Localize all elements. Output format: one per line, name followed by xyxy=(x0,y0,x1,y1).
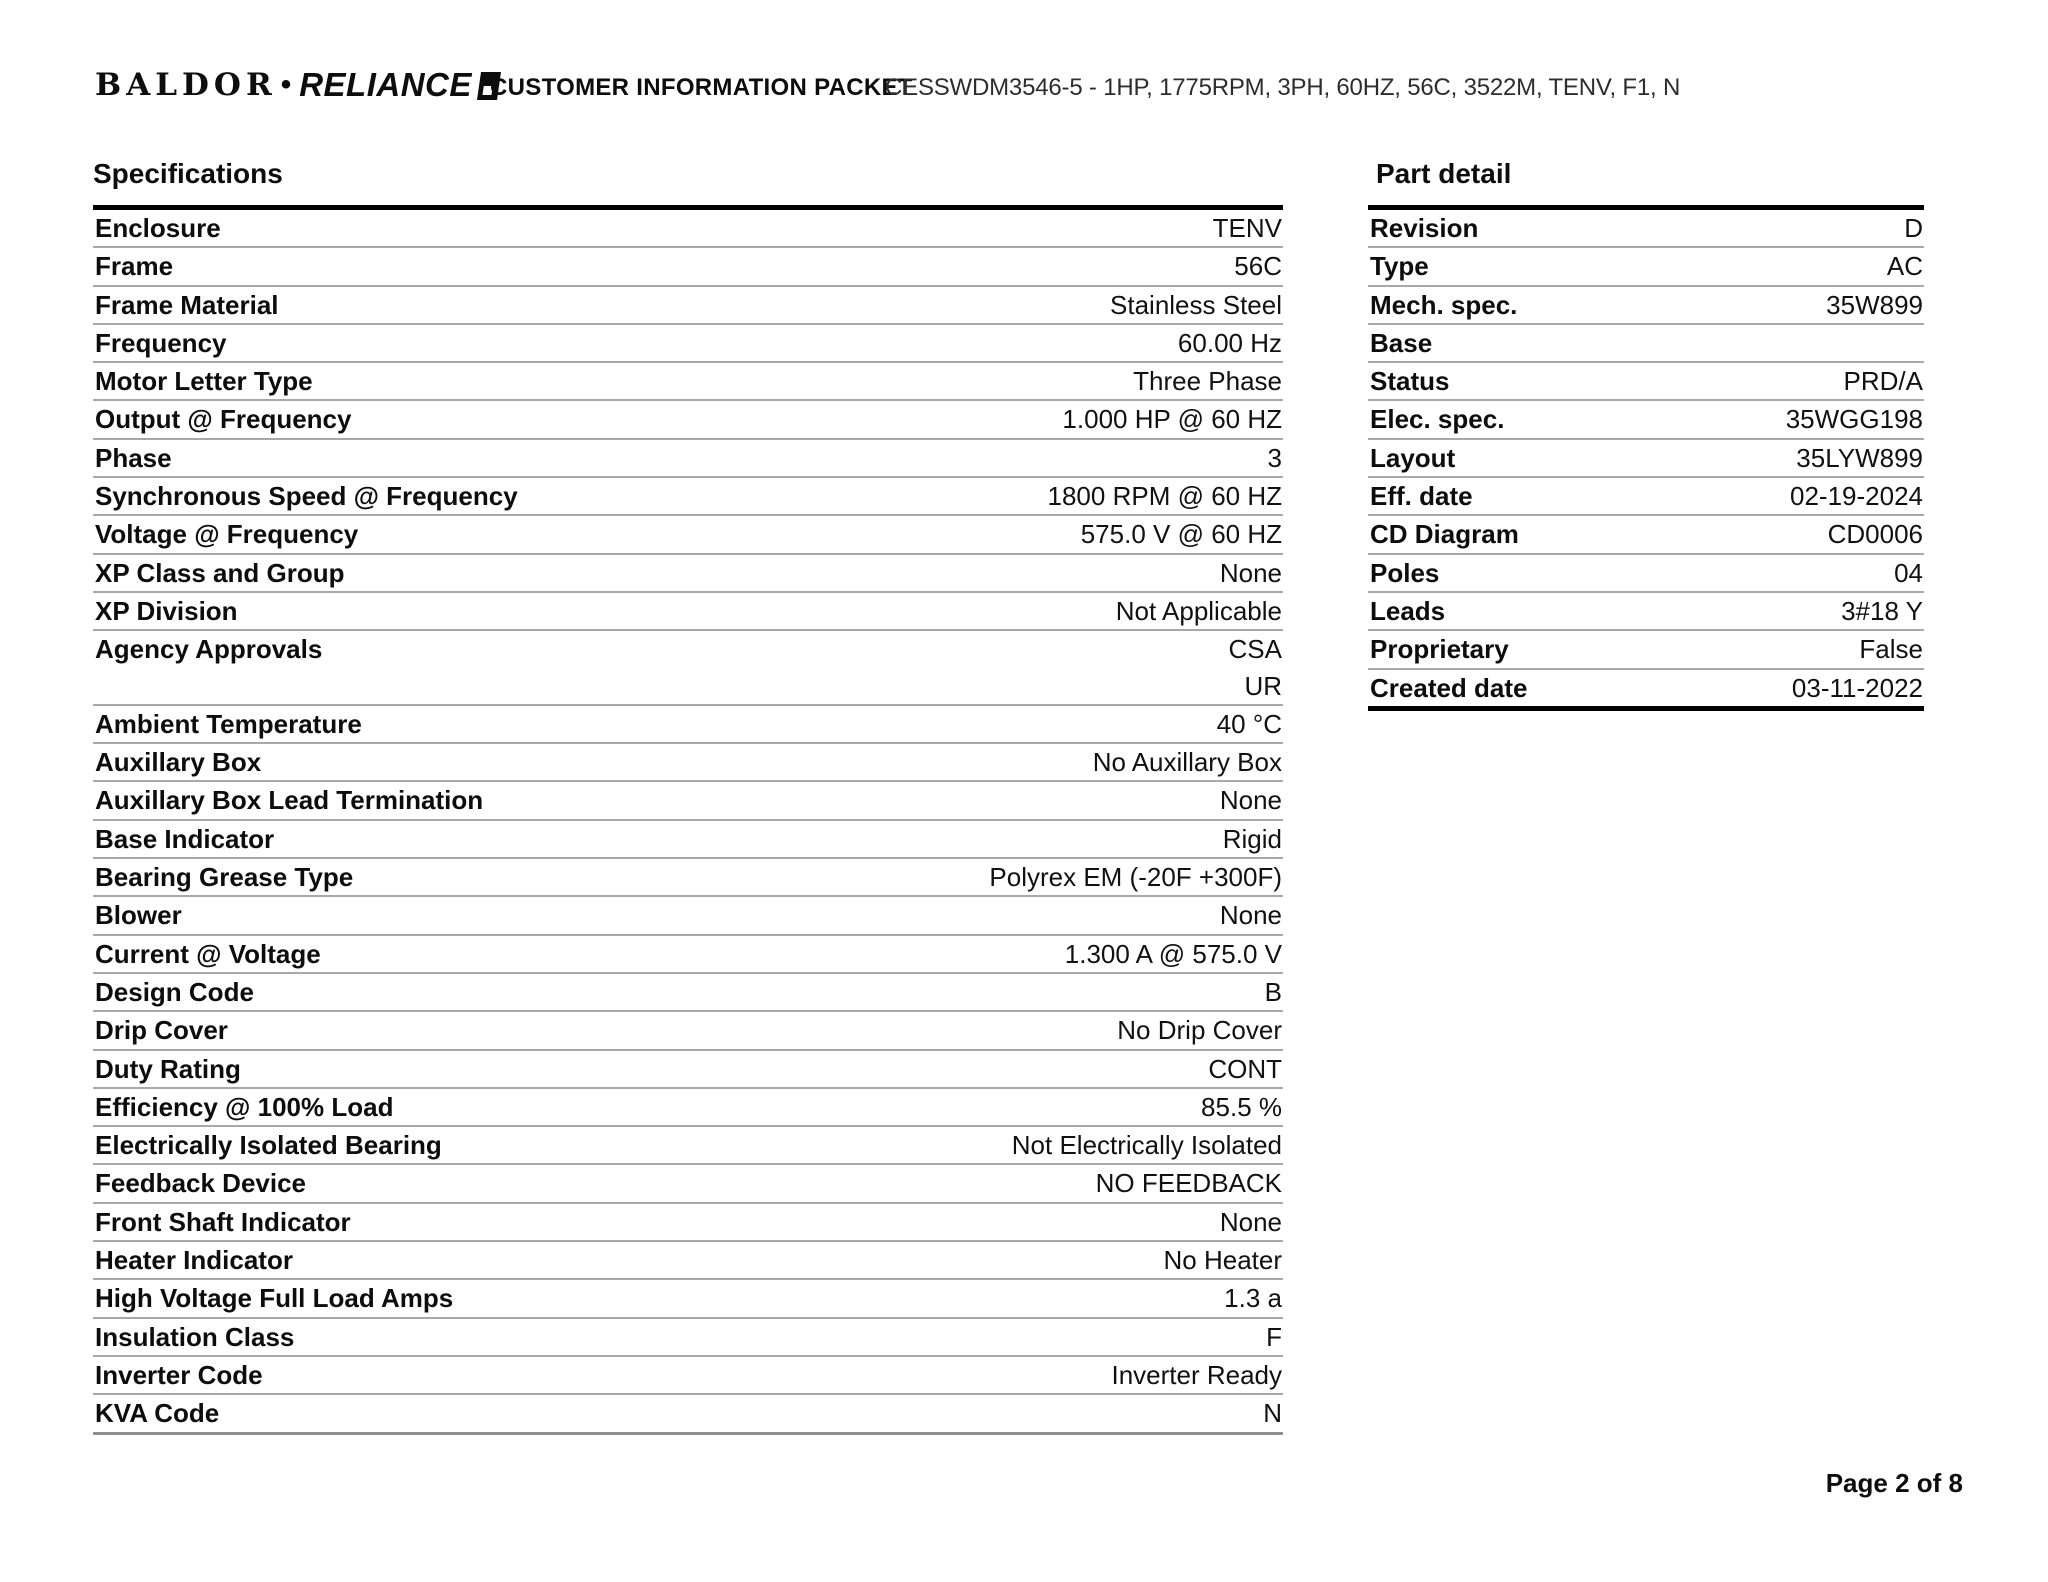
spec-row-label: Electrically Isolated Bearing xyxy=(95,1130,442,1161)
spec-row-value: 1800 RPM @ 60 HZ xyxy=(1047,481,1282,512)
part-detail-row-label: Base xyxy=(1370,327,1433,358)
spec-row-value: TENV xyxy=(1212,213,1282,243)
part-detail-row-label: Layout xyxy=(1370,442,1456,473)
spec-row-value: None xyxy=(1219,785,1282,816)
spec-row-value: 575.0 V @ 60 HZ xyxy=(1080,519,1282,550)
spec-row-value: 1.000 HP @ 60 HZ xyxy=(1062,404,1282,435)
spec-row-label: Synchronous Speed @ Frequency xyxy=(95,481,518,512)
spec-row-label: Frame xyxy=(95,251,174,282)
part-detail-row xyxy=(1368,631,1924,669)
spec-row-value: Not Electrically Isolated xyxy=(1011,1130,1282,1161)
spec-table-row xyxy=(93,1319,1283,1357)
spec-row-value: Inverter Ready xyxy=(1111,1359,1282,1390)
spec-row-label: Ambient Temperature xyxy=(95,708,362,739)
document-title: CUSTOMER INFORMATION PACKET xyxy=(490,74,913,101)
part-detail-table xyxy=(1368,205,1924,711)
page-indicator: Page 2 of 8 xyxy=(1825,1468,1963,1498)
spec-row-label: Heater Indicator xyxy=(95,1245,293,1276)
specifications-title: Specifications xyxy=(93,158,283,189)
part-detail-row xyxy=(1368,478,1924,516)
spec-row-label: Feedback Device xyxy=(95,1168,307,1199)
spec-table-row xyxy=(93,821,1283,859)
spec-table-row xyxy=(93,555,1283,593)
part-detail-row-label: Elec. spec. xyxy=(1370,404,1505,435)
spec-table-row xyxy=(93,1357,1283,1395)
spec-row-label: XP Division xyxy=(95,595,238,626)
part-detail-row-label: Leads xyxy=(1370,595,1446,626)
spec-row-value: Not Applicable xyxy=(1115,595,1282,626)
spec-row-label: Duty Rating xyxy=(95,1053,241,1084)
spec-row-value: 85.5 % xyxy=(1201,1091,1282,1122)
spec-table-row xyxy=(93,897,1283,935)
spec-table-row xyxy=(93,1051,1283,1089)
spec-row-value: Rigid xyxy=(1222,823,1282,854)
part-detail-row xyxy=(1368,555,1924,593)
part-detail-row xyxy=(1368,516,1924,554)
part-detail-row xyxy=(1368,440,1924,478)
spec-row-label: Output @ Frequency xyxy=(95,404,352,435)
spec-row-value: 40 °C xyxy=(1216,708,1282,739)
part-detail-row-label: Poles xyxy=(1370,557,1440,588)
part-detail-row-value: 35W899 xyxy=(1826,289,1923,320)
logo-baldor-text: BALDOR xyxy=(95,67,277,103)
spec-table-row xyxy=(93,744,1283,782)
spec-row-value: No Drip Cover xyxy=(1117,1015,1282,1046)
product-code: CESSWDM3546-5 - 1HP, 1775RPM, 3PH, 60HZ, 56C, 3522M, TENV, F1, N xyxy=(885,74,1681,101)
spec-table-row xyxy=(93,210,1283,248)
part-detail-row xyxy=(1368,210,1924,248)
spec-table-row xyxy=(93,1242,1283,1280)
spec-table-row xyxy=(93,859,1283,897)
part-detail-row-value: 35LYW899 xyxy=(1796,442,1923,473)
spec-row-label: Bearing Grease Type xyxy=(95,862,354,893)
part-detail-row-value: CD0006 xyxy=(1827,519,1923,550)
baldor-reliance-logo xyxy=(95,66,501,104)
spec-table-row xyxy=(93,478,1283,516)
spec-row-value: Three Phase xyxy=(1133,366,1282,397)
spec-table-row xyxy=(93,1204,1283,1242)
spec-table-row xyxy=(93,1280,1283,1318)
part-detail-row-value: PRD/A xyxy=(1843,366,1923,397)
spec-row-value: No Heater xyxy=(1163,1245,1282,1276)
spec-table-row xyxy=(93,248,1283,286)
spec-row-label: Front Shaft Indicator xyxy=(95,1206,351,1237)
spec-row-value: None xyxy=(1219,1206,1282,1237)
spec-row-label: Efficiency @ 100% Load xyxy=(95,1091,394,1122)
spec-row-value: B xyxy=(1264,976,1282,1007)
spec-row-value: 1.300 A @ 575.0 V xyxy=(1064,938,1282,969)
spec-row-label: Base Indicator xyxy=(95,823,275,854)
spec-row-label: Auxillary Box Lead Termination xyxy=(95,785,484,816)
spec-table-row xyxy=(93,1012,1283,1050)
spec-table-row xyxy=(93,401,1283,439)
logo-dot: • xyxy=(280,68,292,101)
spec-row-value: No Auxillary Box xyxy=(1092,747,1282,778)
spec-row-label: Design Code xyxy=(95,976,254,1007)
spec-row-value: Stainless Steel xyxy=(1110,289,1282,320)
spec-row-label: Inverter Code xyxy=(95,1359,263,1390)
spec-row-label: Frequency xyxy=(95,327,227,358)
part-detail-row xyxy=(1368,401,1924,439)
part-detail-row-value: 03-11-2022 xyxy=(1791,672,1923,703)
spec-table-row xyxy=(93,593,1283,631)
spec-row-value: 60.00 Hz xyxy=(1177,327,1282,358)
part-detail-row-value: 35WGG198 xyxy=(1785,404,1923,435)
part-detail-row-label: Mech. spec. xyxy=(1370,289,1518,320)
spec-row-label: Drip Cover xyxy=(95,1015,228,1046)
spec-table-row xyxy=(93,516,1283,554)
spec-row-label: High Voltage Full Load Amps xyxy=(95,1283,454,1314)
part-detail-row xyxy=(1368,248,1924,286)
spec-table-row xyxy=(93,287,1283,325)
spec-table-row xyxy=(93,1395,1283,1431)
part-detail-row xyxy=(1368,670,1924,706)
spec-row-label: Agency Approvals xyxy=(95,634,323,665)
part-detail-title: Part detail xyxy=(1376,158,1512,189)
part-detail-row-label: Proprietary xyxy=(1370,634,1509,665)
spec-row-value: None xyxy=(1219,557,1282,588)
part-detail-row xyxy=(1368,363,1924,401)
spec-row-value: F xyxy=(1266,1321,1282,1352)
spec-row-label: XP Class and Group xyxy=(95,557,345,588)
spec-row-value: Polyrex EM (-20F +300F) xyxy=(989,862,1282,893)
specifications-table xyxy=(93,205,1283,1435)
part-detail-row-value: D xyxy=(1904,213,1923,243)
spec-row-value: 1.3 a xyxy=(1224,1283,1282,1314)
spec-row-value: CSA UR xyxy=(1228,634,1282,701)
part-detail-row-label: Status xyxy=(1370,366,1450,397)
spec-table-row xyxy=(93,325,1283,363)
logo-reliance-text: RELIANCE xyxy=(299,66,472,103)
spec-row-value: 56C xyxy=(1234,251,1282,282)
spec-table-row xyxy=(93,1089,1283,1127)
spec-row-label: Phase xyxy=(95,442,172,473)
spec-table-row xyxy=(93,440,1283,478)
spec-row-value: 3 xyxy=(1267,442,1282,473)
spec-table-row xyxy=(93,1127,1283,1165)
spec-row-label: Voltage @ Frequency xyxy=(95,519,359,550)
part-detail-row xyxy=(1368,593,1924,631)
spec-row-value: CONT xyxy=(1208,1053,1282,1084)
page-header xyxy=(0,0,2048,130)
part-detail-row-value: False xyxy=(1859,634,1923,665)
part-detail-row-value: 04 xyxy=(1894,557,1923,588)
spec-row-label: Frame Material xyxy=(95,289,279,320)
spec-table-row xyxy=(93,631,1283,706)
part-detail-row-label: Revision xyxy=(1370,213,1479,243)
part-detail-row-value: AC xyxy=(1886,251,1923,282)
spec-row-label: Current @ Voltage xyxy=(95,938,321,969)
spec-row-label: Blower xyxy=(95,900,182,931)
spec-row-value: N xyxy=(1263,1398,1282,1429)
spec-row-value: None xyxy=(1219,900,1282,931)
spec-table-row xyxy=(93,936,1283,974)
spec-table-row xyxy=(93,363,1283,401)
spec-row-label: Motor Letter Type xyxy=(95,366,313,397)
part-detail-row-value: 3#18 Y xyxy=(1841,595,1923,626)
part-detail-row-label: Type xyxy=(1370,251,1429,282)
spec-row-label: Auxillary Box xyxy=(95,747,262,778)
part-detail-row-label: CD Diagram xyxy=(1370,519,1519,550)
spec-row-label: Insulation Class xyxy=(95,1321,295,1352)
spec-row-value: NO FEEDBACK xyxy=(1095,1168,1282,1199)
spec-row-label: Enclosure xyxy=(95,213,221,243)
spec-row-label: KVA Code xyxy=(95,1398,220,1429)
part-detail-row-label: Created date xyxy=(1370,672,1528,703)
spec-table-row xyxy=(93,1165,1283,1203)
part-detail-row xyxy=(1368,287,1924,325)
part-detail-row-label: Eff. date xyxy=(1370,481,1473,512)
spec-table-row xyxy=(93,974,1283,1012)
spec-table-row xyxy=(93,706,1283,744)
part-detail-row-value: 02-19-2024 xyxy=(1790,481,1923,512)
part-detail-row xyxy=(1368,325,1924,363)
spec-table-row xyxy=(93,782,1283,820)
